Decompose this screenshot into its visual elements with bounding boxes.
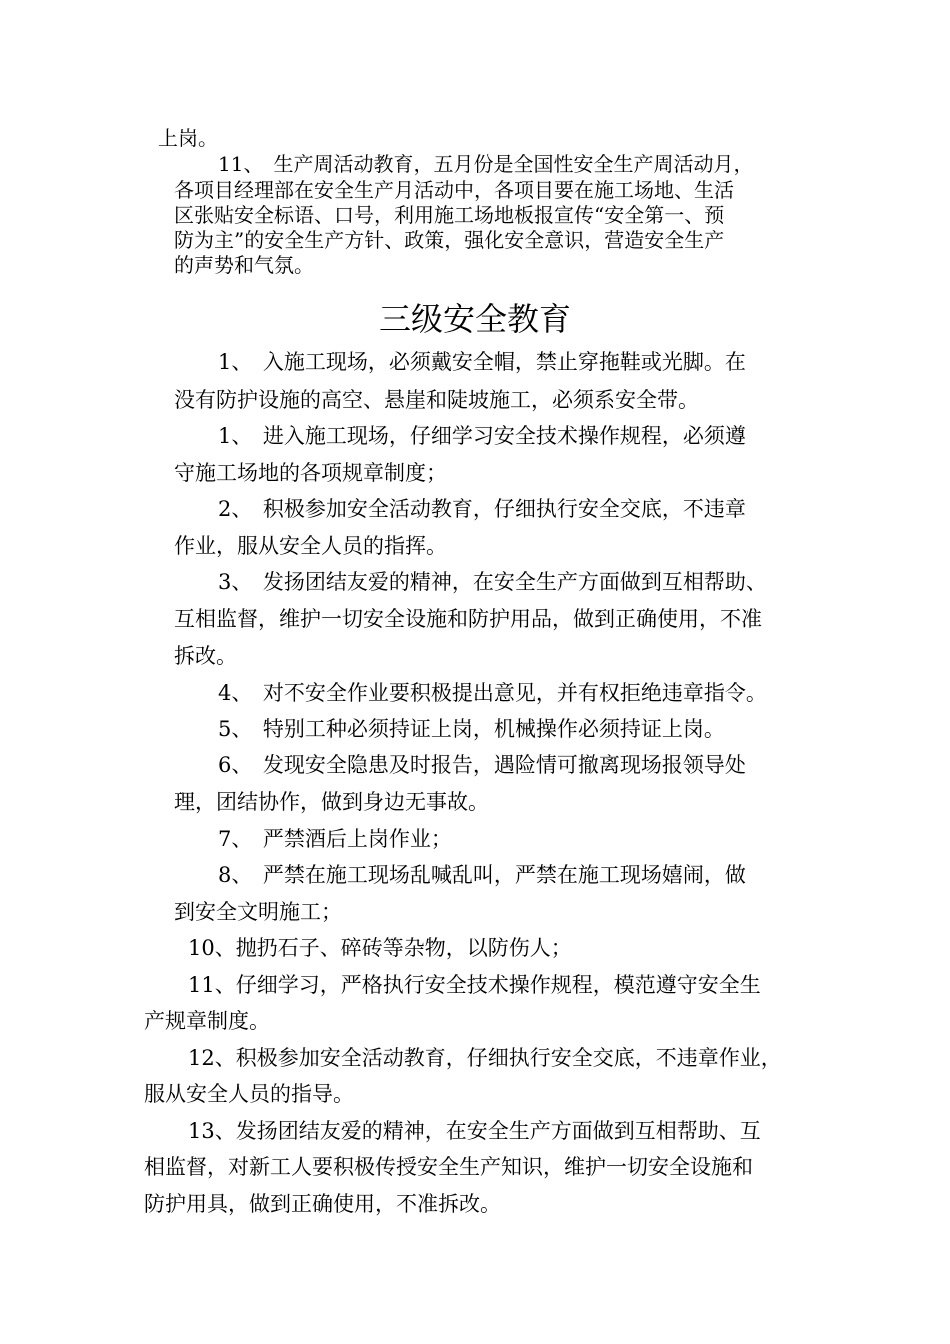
body-line: 作业，服从安全人员的指挥。 (174, 534, 447, 558)
body-line: 7、 严禁酒后上岗作业； (218, 827, 452, 851)
body-line: 2、 积极参加安全活动教育，仔细执行安全交底，不违章 (218, 497, 746, 521)
body-line: 1、 入施工现场，必须戴安全帽，禁止穿拖鞋或光脚。在 (218, 350, 746, 374)
body-line: 6、 发现安全隐患及时报告，遇险情可撤离现场报领导处 (218, 753, 746, 777)
body-line: 5、 特别工种必须持证上岗，机械操作必须持证上岗。 (218, 717, 725, 741)
body-line: 8、 严禁在施工现场乱喊乱叫，严禁在施工现场嬉闹，做 (218, 863, 746, 887)
body-line: 10、抛扔石子、碎砖等杂物，以防伤人； (188, 936, 572, 960)
body-line: 12、积极参加安全活动教育，仔细执行安全交底，不违章作业， (188, 1046, 782, 1070)
intro-line: 各项目经理部在安全生产月活动中，各项目要在施工场地、生活 (174, 178, 734, 202)
intro-line: 区张贴安全标语、口号，利用施工场地板报宣传“安全第一、预 (174, 203, 725, 227)
body-line: 防护用具，做到正确使用，不准拆改。 (144, 1192, 501, 1216)
body-line: 11、仔细学习，严格执行安全技术操作规程，模范遵守安全生 (188, 973, 761, 997)
body-line: 拆改。 (174, 644, 237, 668)
body-line: 13、发扬团结友爱的精神，在安全生产方面做到互相帮助、互 (188, 1119, 761, 1143)
section-title: 三级安全教育 (378, 300, 571, 338)
body-line: 产规章制度。 (144, 1009, 270, 1033)
body-line: 理，团结协作，做到身边无事故。 (174, 790, 489, 814)
intro-line: 11、 生产周活动教育，五月份是全国性安全生产周活动月， (218, 152, 754, 176)
body-line: 到安全文明施工； (174, 900, 342, 924)
intro-line: 防为主”的安全生产方针、政策，强化安全意识，营造安全生产 (174, 228, 725, 252)
intro-line: 的声势和气氛。 (174, 253, 314, 277)
body-line: 4、 对不安全作业要积极提出意见，并有权拒绝违章指令。 (218, 681, 767, 705)
body-line: 守施工场地的各项规章制度； (174, 461, 447, 485)
body-line: 服从安全人员的指导。 (144, 1082, 354, 1106)
body-line: 没有防护设施的高空、悬崖和陡坡施工，必须系安全带。 (174, 388, 699, 412)
body-line: 3、 发扬团结友爱的精神，在安全生产方面做到互相帮助、 (218, 570, 767, 594)
body-line: 1、 进入施工现场，仔细学习安全技术操作规程，必须遵 (218, 424, 746, 448)
intro-line: 上岗。 (158, 126, 218, 150)
body-line: 互相监督，维护一切安全设施和防护用品，做到正确使用，不准 (174, 607, 762, 631)
body-line: 相监督，对新工人要积极传授安全生产知识，维护一切安全设施和 (144, 1155, 753, 1179)
